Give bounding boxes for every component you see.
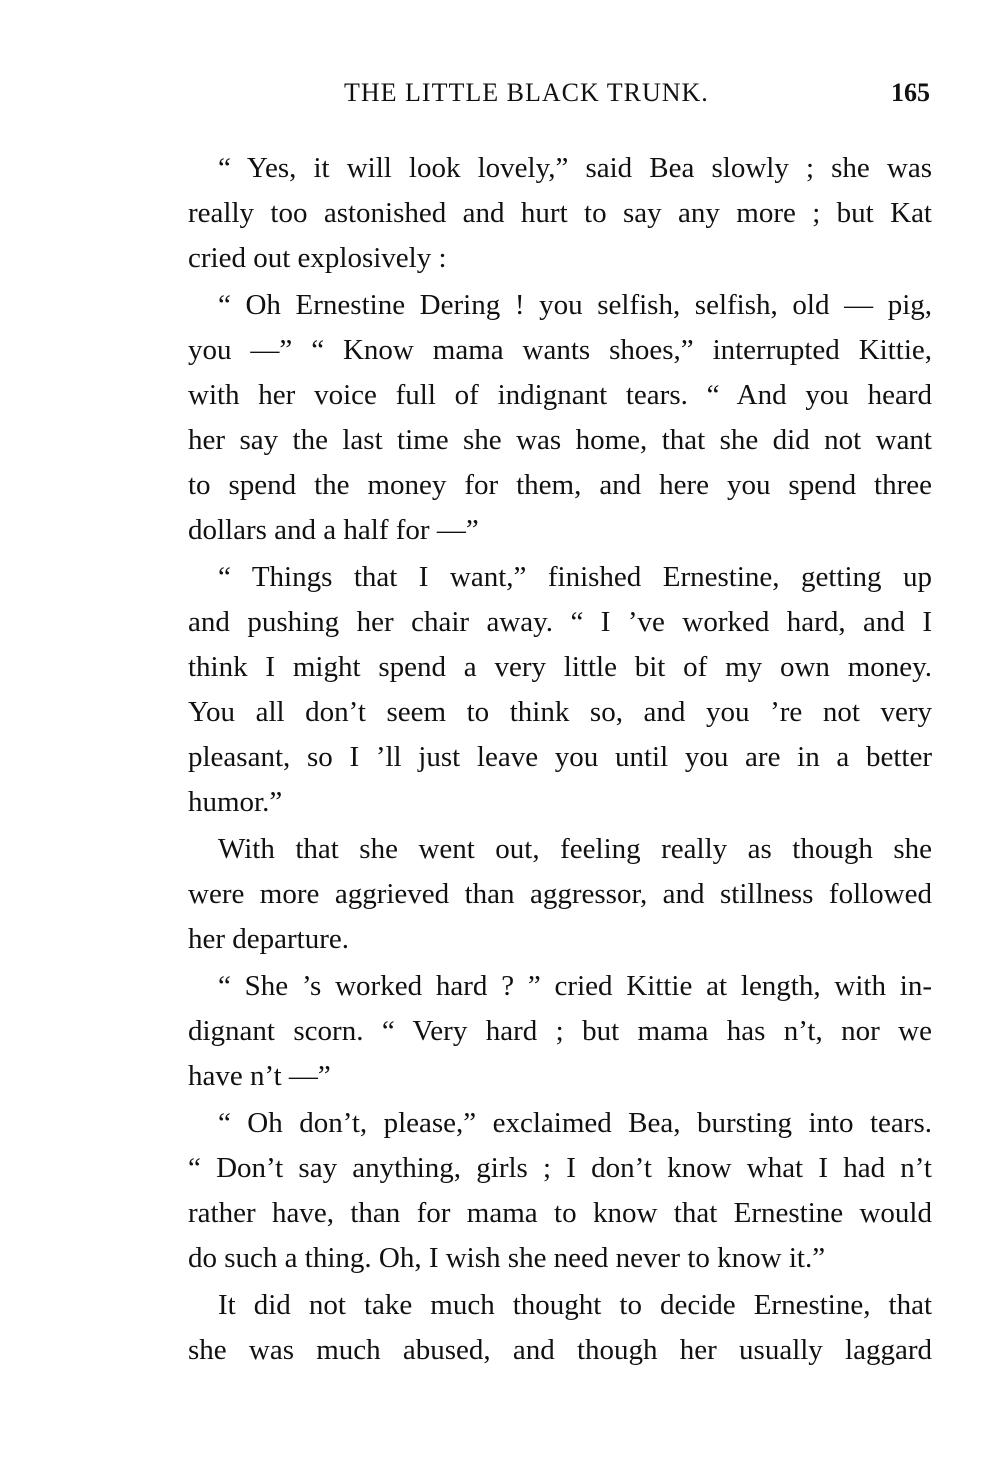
- text-line: “ Things that I want,” finished Ernestine, getting up: [218, 561, 932, 593]
- text-line: think I might spend a very little bit of my own money.: [188, 651, 932, 683]
- paragraph: [188, 1283, 932, 1373]
- paragraph: [188, 283, 932, 553]
- text-line: “ Oh don’t, please,” exclaimed Bea, bursting into tears.: [218, 1107, 932, 1139]
- text-line: with her voice full of indignant tears. “ And you heard: [188, 379, 932, 411]
- paragraph: [188, 964, 932, 1099]
- paragraph: [188, 827, 932, 962]
- text-line: It did not take much thought to decide Ernestine, that: [218, 1289, 932, 1321]
- text-line: she was much abused, and though her usually laggard: [188, 1334, 932, 1366]
- text-line: dignant scorn. “ Very hard ; but mama has n’t, nor we: [188, 1015, 932, 1047]
- page-number: 165: [891, 78, 930, 107]
- text-line: rather have, than for mama to know that Ernestine would: [188, 1197, 932, 1229]
- text-line: cried out explosively :: [188, 242, 447, 274]
- paragraph: [188, 555, 932, 825]
- text-line: really too astonished and hurt to say any more ; but Kat: [188, 197, 932, 229]
- body-text: [188, 146, 932, 1373]
- text-line: were more aggrieved than aggressor, and stillness followed: [188, 878, 932, 910]
- text-line: dollars and a half for —”: [188, 514, 479, 546]
- text-line: humor.”: [188, 786, 283, 818]
- text-line: have n’t —”: [188, 1060, 331, 1092]
- text-line: her say the last time she was home, that she did not want: [188, 424, 932, 456]
- text-line: “ She ’s worked hard ? ” cried Kittie at length, with in-: [218, 970, 932, 1002]
- text-line: “ Oh Ernestine Dering ! you selfish, selfish, old — pig,: [218, 289, 932, 321]
- text-line: do such a thing. Oh, I wish she need never to know it.”: [188, 1242, 826, 1274]
- running-title: THE LITTLE BLACK TRUNK.: [344, 78, 709, 107]
- running-head: [188, 78, 930, 118]
- text-line: With that she went out, feeling really as though she: [218, 833, 932, 865]
- paragraph: [188, 146, 932, 281]
- text-line: you —” “ Know mama wants shoes,” interrupted Kittie,: [188, 334, 932, 366]
- text-line: You all don’t seem to think so, and you ’re not very: [188, 696, 932, 728]
- text-line: pleasant, so I ’ll just leave you until you are in a better: [188, 741, 932, 773]
- text-line: her departure.: [188, 923, 350, 955]
- text-line: “ Yes, it will look lovely,” said Bea slowly ; she was: [218, 152, 932, 184]
- text-line: to spend the money for them, and here you spend three: [188, 469, 932, 501]
- text-line: and pushing her chair away. “ I ’ve worked hard, and I: [188, 606, 932, 638]
- text-line: “ Don’t say anything, girls ; I don’t know what I had n’t: [188, 1152, 932, 1184]
- paragraph: [188, 1101, 932, 1281]
